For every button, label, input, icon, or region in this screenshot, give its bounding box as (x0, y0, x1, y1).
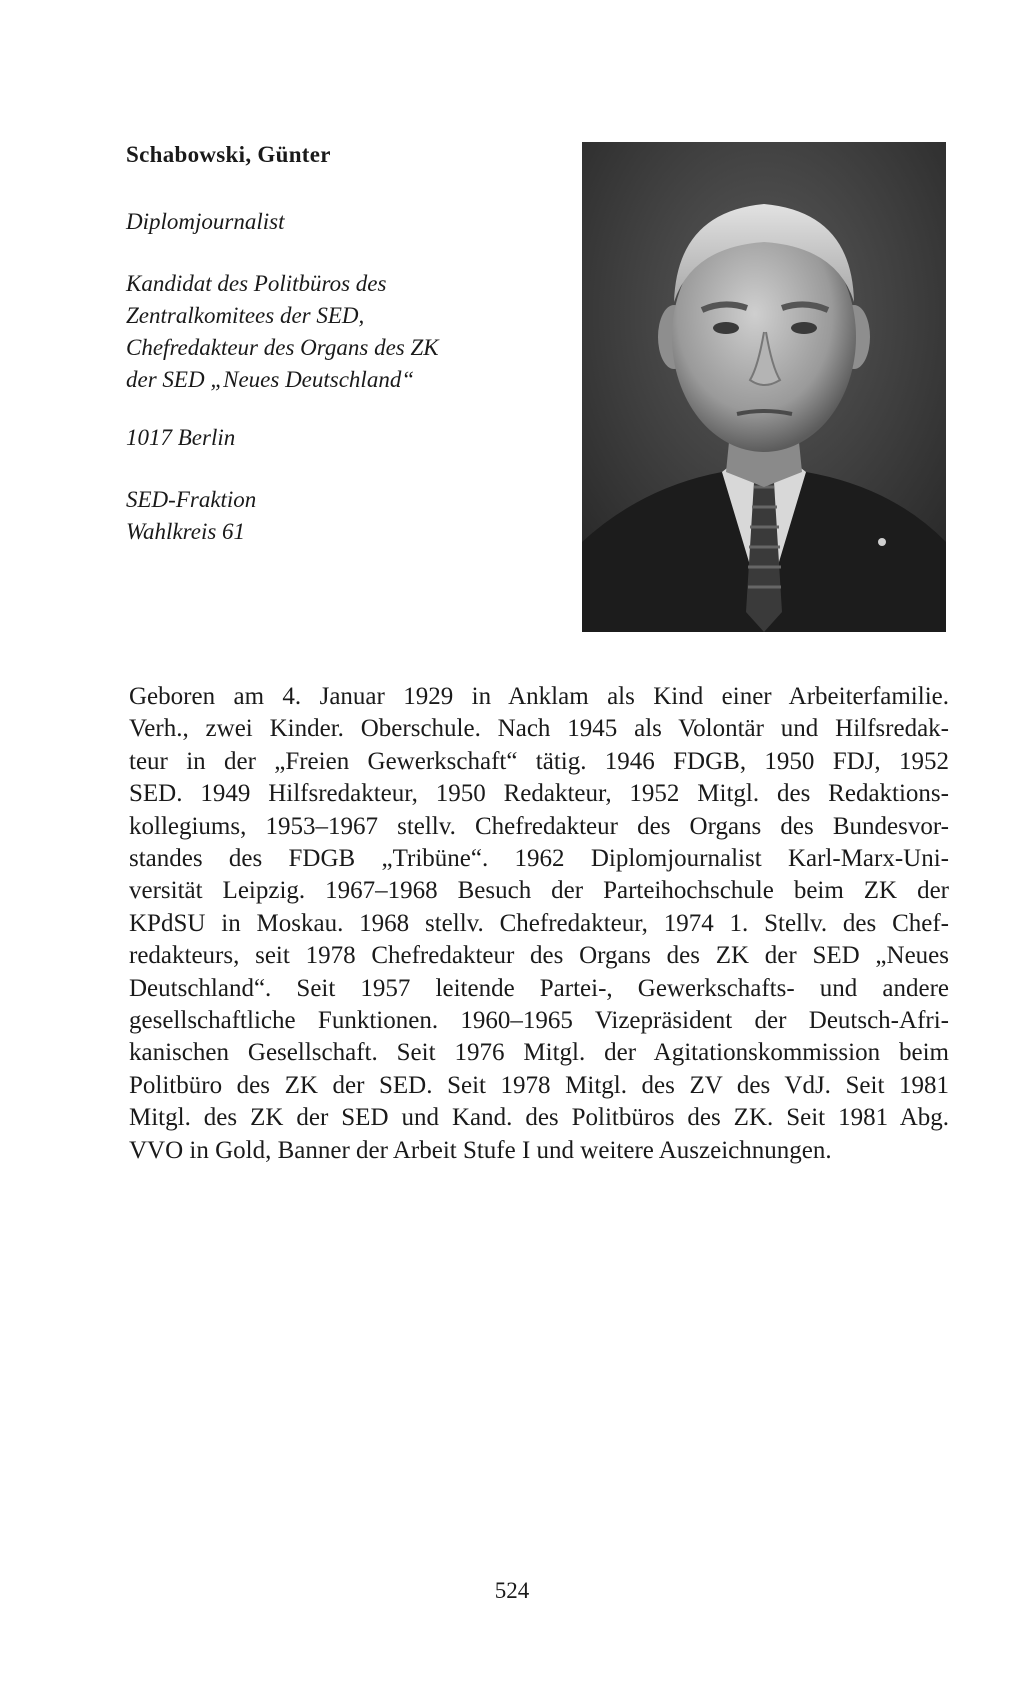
biography-line: VVO in Gold, Banner der Arbeit Stufe I und weitere Auszeichnungen. (129, 1136, 832, 1164)
biography-line: SED. 1949 Hilfsredakteur, 1950 Redakteur, 1952 Mitgl. des Redaktions- (129, 780, 949, 808)
position-line: Zentralkomitees der SED, (126, 303, 365, 328)
biography-line: Verh., zwei Kinder. Oberschule. Nach 1945 als Volontär und Hilfsredak- (129, 715, 949, 743)
page-number: 524 (494, 1578, 530, 1603)
profession: Diplomjournalist (126, 209, 285, 234)
address: 1017 Berlin (126, 425, 236, 450)
faction-block (126, 484, 256, 548)
biography-line: kollegiums, 1953–1967 stellv. Chefredakteur des Organs des Bundesvor- (129, 812, 949, 840)
position-line: der SED „Neues Deutschland“ (126, 367, 415, 392)
biography-line: gesellschaftliche Funktionen. 1960–1965 Vizepräsident der Deutsch-Afri- (129, 1007, 949, 1035)
biography (129, 681, 949, 1167)
biography-line: Mitgl. des ZK der SED und Kand. des Politbüros des ZK. Seit 1981 Abg. (129, 1104, 949, 1132)
biography-line: kanischen Gesellschaft. Seit 1976 Mitgl. der Agitationskommission beim (129, 1039, 949, 1067)
biography-line: redakteurs, seit 1978 Chefredakteur des Organs des ZK der SED „Neues (129, 942, 949, 970)
portrait-photo (582, 142, 946, 632)
profession-block (126, 206, 284, 238)
person-name: Schabowski, Günter (126, 142, 331, 167)
position-line: Chefredakteur des Organs des ZK (126, 335, 439, 360)
faction: SED-Fraktion (126, 487, 257, 512)
biography-line: teur in der „Freien Gewerkschaft“ tätig. 1946 FDGB, 1950 FDJ, 1952 (129, 747, 949, 775)
portrait-photo-icon (582, 142, 946, 632)
positions-block (126, 268, 456, 396)
address-block (126, 422, 235, 454)
biography-line: Deutschland“. Seit 1957 leitende Partei-, Gewerkschafts- und andere (129, 974, 949, 1002)
constituency: Wahlkreis 61 (126, 519, 246, 544)
biography-line: Geboren am 4. Januar 1929 in Anklam als Kind einer Arbeiterfamilie. (129, 683, 949, 710)
biography-line: versität Leipzig. 1967–1968 Besuch der Parteihochschule beim ZK der (129, 877, 949, 905)
biography-line: Politbüro des ZK der SED. Seit 1978 Mitgl. des ZV des VdJ. Seit 1981 (129, 1071, 949, 1099)
position-line: Kandidat des Politbüros des (126, 271, 387, 296)
biography-line: KPdSU in Moskau. 1968 stellv. Chefredakteur, 1974 1. Stellv. des Chef- (129, 909, 949, 937)
biography-line: standes des FDGB „Tribüne“. 1962 Diplomjournalist Karl-Marx-Uni- (129, 845, 949, 873)
